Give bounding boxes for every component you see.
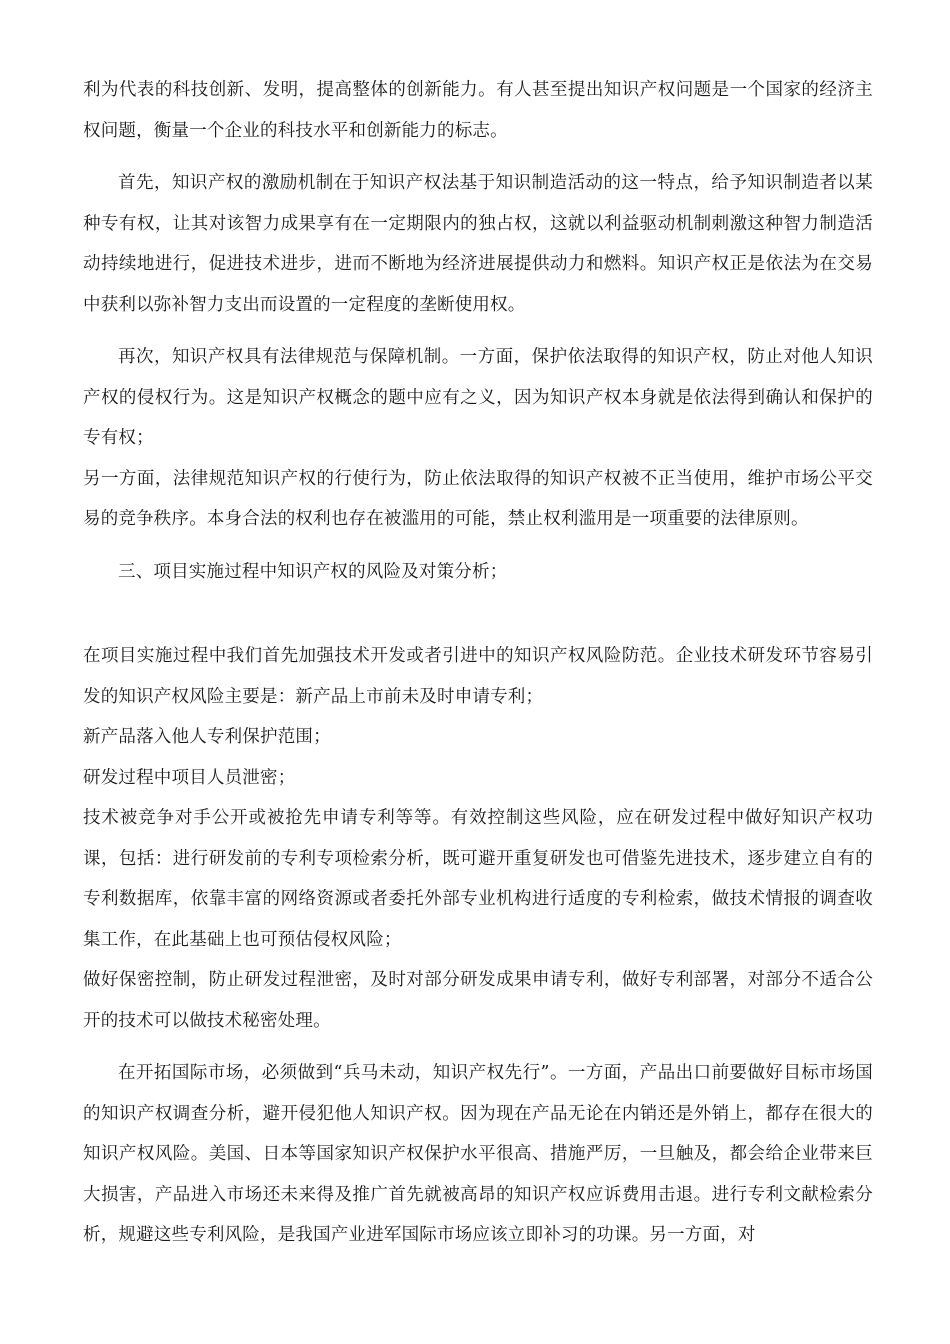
section-heading: 三、项目实施过程中知识产权的风险及对策分析； <box>118 561 508 582</box>
paragraph-1: 利为代表的科技创新、发明，提高整体的创新能力。有人甚至提出知识产权问题是一个国家的经济主权问题，衡量一个企业的科技水平和创新能力的标志。 <box>83 80 873 141</box>
document-page <box>83 70 873 1256</box>
paragraph-8: 研发过程中项目人员泄密； <box>83 767 296 788</box>
paragraph-6: 在项目实施过程中我们首先加强技术开发或者引进中的知识产权风险防范。企业技术研发环节容易引发的知识产权风险主要是：新产品上市前未及时申请专利； <box>83 646 873 707</box>
paragraph-10: 做好保密控制，防止研发过程泄密，及时对部分研发成果申请专利，做好专利部署，对部分不适合公开的技术可以做技术秘密处理。 <box>83 970 873 1031</box>
paragraph-9: 技术被竞争对手公开或被抢先申请专利等等。有效控制这些风险，应在研发过程中做好知识产权功课，包括：进行研发前的专利专项检索分析，既可避开重复研发也可借鉴先进技术，逐步建立自有的专利数据库，依靠丰富的网络资源或者委托外部专业机构进行适度的专利检索，做技术情报的调查收集工作，在此基础上也可预估侵权风险； <box>83 808 873 950</box>
paragraph-7: 新产品落入他人专利保护范围； <box>83 727 331 747</box>
paragraph-2: 首先，知识产权的激励机制在于知识产权法基于知识制造活动的这一特点，给予知识制造者以某种专有权，让其对该智力成果享有在一定期限内的独占权，这就以利益驱动机制刺激这种智力制造活动持续地进行，促进技术进步，进而不断地为经济进展提供动力和燃料。知识产权正是依法为在交易中获利以弥补智力支出而设置的一定程度的垄断使用权。 <box>83 173 873 315</box>
paragraph-11: 在开拓国际市场，必须做到“兵马未动，知识产权先行”。一方面，产品出口前要做好目标市场国的知识产权调查分析，避开侵犯他人知识产权。因为现在产品无论在内销还是外销上，都存在很大的知识产权风险。美国、日本等国家知识产权保护水平很高、措施严厉，一旦触及，都会给企业带来巨大损害，产品进入市场还未来得及推广首先就被高昂的知识产权应诉费用击退。进行专利文献检索分析，规避这些专利风险，是我国产业进军国际市场应该立即补习的功课。另一方面，对 <box>83 1063 873 1245</box>
paragraph-3: 再次，知识产权具有法律规范与保障机制。一方面，保护依法取得的知识产权，防止对他人知识产权的侵权行为。这是知识产权概念的题中应有之义，因为知识产权本身就是依法得到确认和保护的专有权； <box>83 347 873 448</box>
paragraph-4: 另一方面，法律规范知识产权的行使行为，防止依法取得的知识产权被不正当使用，维护市场公平交易的竞争秩序。本身合法的权利也存在被滥用的可能，禁止权利滥用是一项重要的法律原则。 <box>83 468 873 529</box>
